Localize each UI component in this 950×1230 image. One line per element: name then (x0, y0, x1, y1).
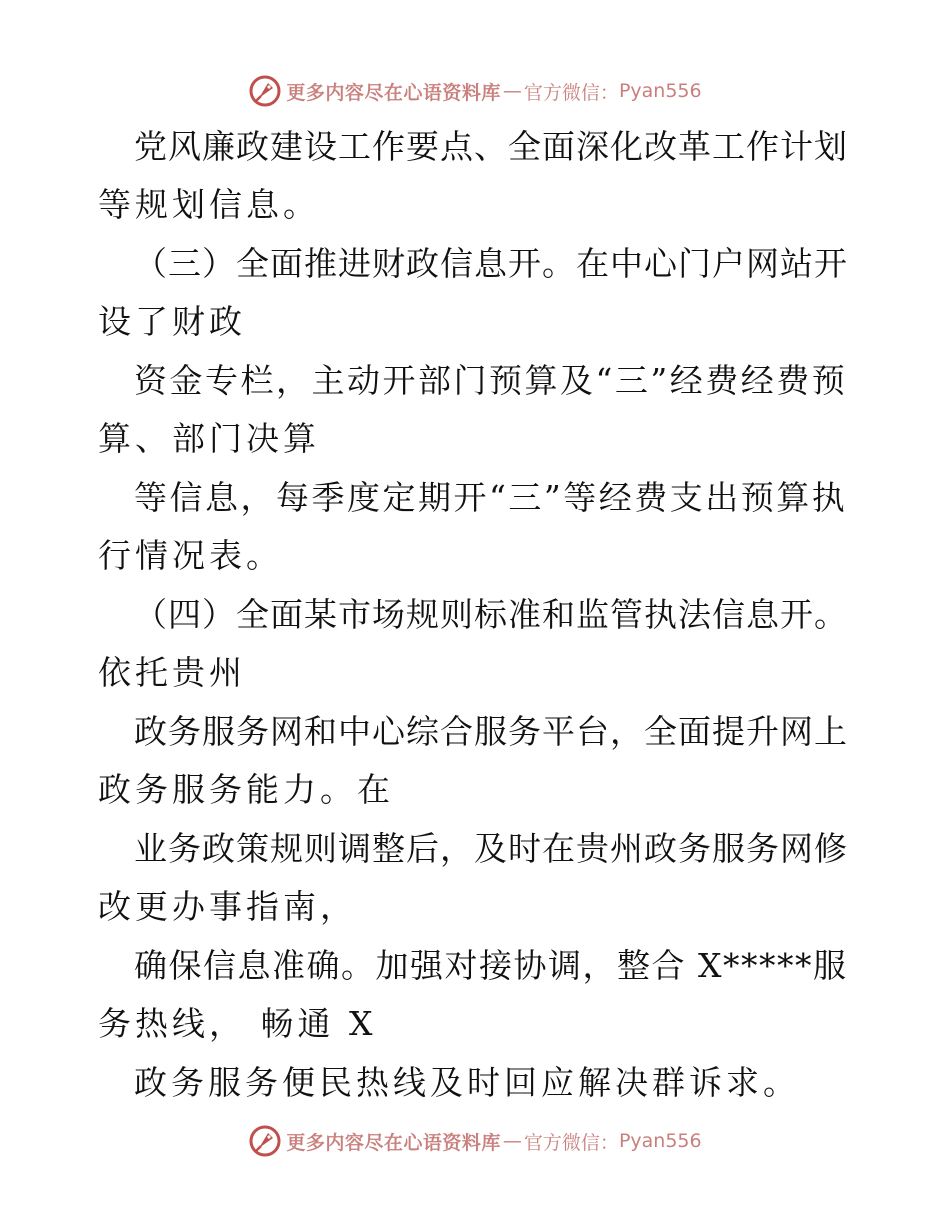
body-line: 等规划信息。 (98, 185, 320, 224)
body-line: 党风廉政建设工作要点、全面深化改革工作计划 (134, 127, 848, 166)
banner-main-text: 更多内容尽在心语资料库 (286, 1131, 501, 1154)
banner-wechat-label: 官方微信： (523, 81, 619, 104)
body-line: 设了财政 (98, 302, 246, 341)
body-line: 政务服务便民热线及时回应解决群诉求。 (134, 1063, 800, 1102)
banner-wechat-id: Pyan556 (618, 80, 702, 102)
body-line: 资金专栏，主动开部门预算及“三”经费经费预 (134, 361, 848, 400)
body-line: （四）全面某市场规则标准和监管执法信息开。 (134, 595, 848, 634)
body-line: 确保信息准确。加强对接协调，整合 X*****服 (134, 946, 848, 985)
body-line: 务热线， 畅通 X (98, 1004, 377, 1043)
pen-nib-logo-icon (248, 74, 282, 108)
body-line: 改更办事指南， (98, 887, 357, 926)
body-line: 政务服务能力。在 (98, 770, 394, 809)
footer-banner (0, 1121, 950, 1161)
banner-wechat-label: 官方微信： (523, 1131, 619, 1154)
body-line: 行情况表。 (98, 536, 283, 575)
banner-separator: — (502, 80, 522, 102)
banner-wechat-id: Pyan556 (618, 1130, 702, 1152)
body-line: （三）全面推进财政信息开。在中心门户网站开 (134, 244, 848, 283)
header-banner (0, 71, 950, 111)
body-line: 等信息，每季度定期开“三”等经费支出预算执 (134, 478, 848, 517)
pen-nib-logo-icon (248, 1124, 282, 1158)
banner-main-text: 更多内容尽在心语资料库 (286, 81, 501, 104)
banner-separator: — (502, 1130, 522, 1152)
body-line: 政务服务网和中心综合服务平台，全面提升网上 (134, 712, 848, 751)
body-line: 业务政策规则调整后，及时在贵州政务服务网修 (134, 829, 848, 868)
body-line: 算、部门决算 (98, 419, 320, 458)
body-line: 依托贵州 (98, 653, 246, 692)
